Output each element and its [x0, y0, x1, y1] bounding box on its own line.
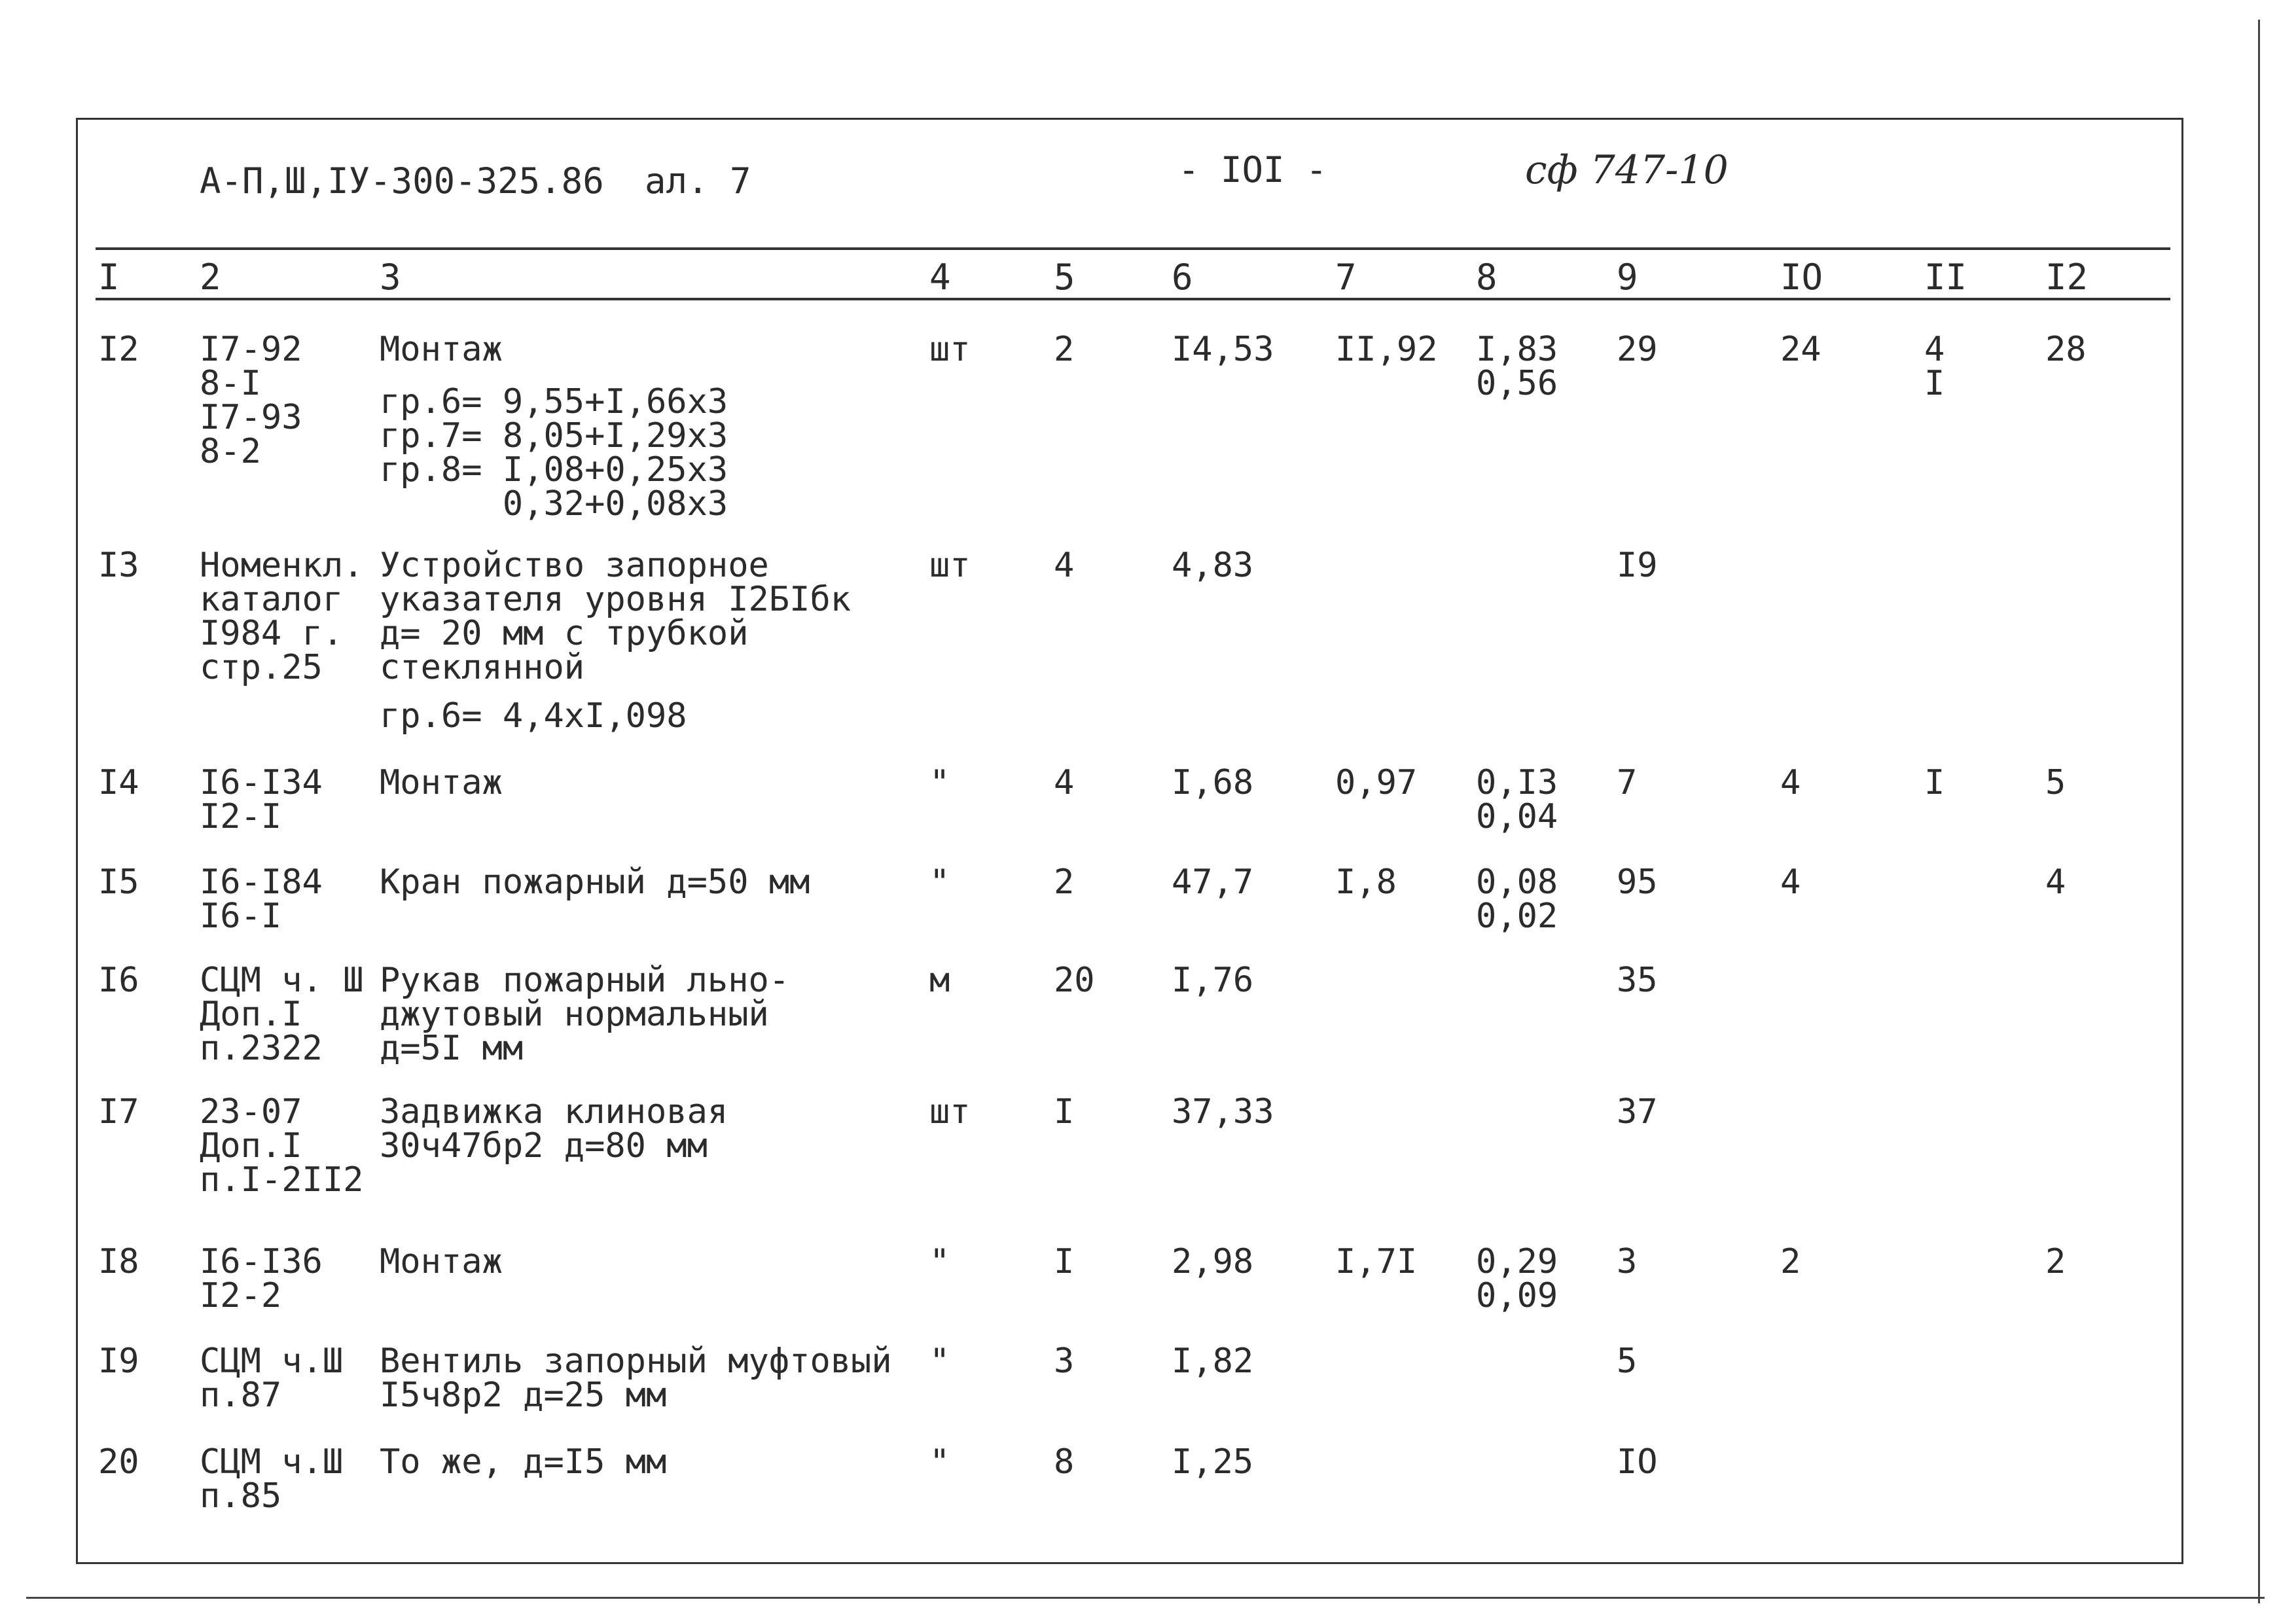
- col-6: I,82: [1172, 1342, 1254, 1381]
- unit: ": [929, 1342, 950, 1381]
- col-6: 47,7: [1172, 863, 1254, 902]
- col-7: 0,97: [1335, 763, 1418, 802]
- norm-code: СЦМ ч. Ш Доп.I п.2322: [200, 961, 364, 1068]
- unit: ": [929, 1242, 950, 1281]
- column-header: 4: [929, 257, 951, 298]
- page-bottom-line: [26, 1597, 2265, 1599]
- column-header: 8: [1476, 257, 1498, 298]
- formula: гр.6= 9,55+I,66х3 гр.7= 8,05+I,29х3 гр.8= I,08+0,25х3 0,32+0,08х3: [380, 382, 728, 524]
- row-number: I6: [98, 961, 139, 1000]
- unit: ": [929, 763, 950, 802]
- col-12: 28: [2045, 330, 2087, 369]
- unit: шт: [929, 1092, 971, 1132]
- col-9: 3: [1617, 1242, 1638, 1281]
- norm-code: 23-07 Доп.I п.I-2II2: [200, 1092, 364, 1200]
- col-12: 5: [2045, 763, 2066, 802]
- row-number: 20: [98, 1442, 139, 1482]
- column-header: 3: [380, 257, 401, 298]
- column-header: IO: [1780, 257, 1823, 298]
- col-9: 95: [1617, 863, 1658, 902]
- col-7: II,92: [1335, 330, 1438, 369]
- page-number: - IOI -: [1178, 149, 1327, 190]
- col-10: 4: [1780, 763, 1801, 802]
- quantity: 4: [1054, 763, 1075, 802]
- quantity: 20: [1054, 961, 1095, 1000]
- norm-code: I6-I84 I6-I: [200, 863, 323, 936]
- page-edge-line: [2258, 20, 2260, 1603]
- col-6: 4,83: [1172, 546, 1254, 585]
- unit: шт: [929, 330, 971, 369]
- col-6: I4,53: [1172, 330, 1274, 369]
- work-name: Монтаж: [380, 1242, 503, 1281]
- work-name: Монтаж: [380, 330, 503, 369]
- col-8: 0,29 0,09: [1476, 1242, 1558, 1315]
- column-header: I: [98, 257, 120, 298]
- column-header: 2: [200, 257, 221, 298]
- col-6: 37,33: [1172, 1092, 1274, 1132]
- norm-code: СЦМ ч.Ш п.85: [200, 1442, 344, 1516]
- unit: шт: [929, 546, 971, 585]
- col-8: 0,I3 0,04: [1476, 763, 1558, 836]
- col-7: I,8: [1335, 863, 1397, 902]
- col-6: I,68: [1172, 763, 1254, 802]
- column-header: 7: [1335, 257, 1357, 298]
- row-number: I7: [98, 1092, 139, 1132]
- formula: гр.6= 4,4хI,098: [380, 696, 687, 736]
- work-name: Устройство запорное указателя уровня I2БIбк д= 20 мм с трубкой стеклянной: [380, 546, 852, 687]
- column-header: II: [1924, 257, 1967, 298]
- col-9: I9: [1617, 546, 1658, 585]
- row-number: I2: [98, 330, 139, 369]
- row-number: I4: [98, 763, 139, 802]
- col-8: I,83 0,56: [1476, 330, 1558, 403]
- col-6: I,76: [1172, 961, 1254, 1000]
- norm-code: I6-I34 I2-I: [200, 763, 323, 836]
- work-name: Кран пожарный д=50 мм: [380, 863, 810, 902]
- album-number: ал. 7: [645, 160, 751, 202]
- norm-code: I6-I36 I2-2: [200, 1242, 323, 1315]
- norm-code: СЦМ ч.Ш п.87: [200, 1342, 344, 1415]
- unit: м: [929, 961, 950, 1000]
- col-11: I: [1924, 763, 1945, 802]
- quantity: I: [1054, 1242, 1075, 1281]
- work-name: То же, д=I5 мм: [380, 1442, 667, 1482]
- col-9: 5: [1617, 1342, 1638, 1381]
- unit: ": [929, 1442, 950, 1482]
- work-name: Рукав пожарный льно- джутовый нормальный д=5I мм: [380, 961, 790, 1068]
- col-9: 35: [1617, 961, 1658, 1000]
- work-name: Задвижка клиновая 30ч47бр2 д=80 мм: [380, 1092, 728, 1166]
- quantity: 4: [1054, 546, 1075, 585]
- work-name: Монтаж: [380, 763, 503, 802]
- col-10: 2: [1780, 1242, 1801, 1281]
- col-6: I,25: [1172, 1442, 1254, 1482]
- doc-code: А-П,Ш,IУ-300-325.86: [200, 160, 604, 202]
- quantity: 2: [1054, 330, 1075, 369]
- col-7: I,7I: [1335, 1242, 1418, 1281]
- col-10: 4: [1780, 863, 1801, 902]
- column-header: 9: [1617, 257, 1638, 298]
- row-number: I5: [98, 863, 139, 902]
- table-header-rule: [96, 298, 2170, 300]
- col-9: IO: [1617, 1442, 1658, 1482]
- row-number: I3: [98, 546, 139, 585]
- unit: ": [929, 863, 950, 902]
- quantity: I: [1054, 1092, 1075, 1132]
- work-name: Вентиль запорный муфтовый I5ч8р2 д=25 мм: [380, 1342, 892, 1415]
- col-12: 4: [2045, 863, 2066, 902]
- col-9: 7: [1617, 763, 1638, 802]
- row-number: I8: [98, 1242, 139, 1281]
- row-number: I9: [98, 1342, 139, 1381]
- col-10: 24: [1780, 330, 1821, 369]
- col-6: 2,98: [1172, 1242, 1254, 1281]
- col-8: 0,08 0,02: [1476, 863, 1558, 936]
- quantity: 2: [1054, 863, 1075, 902]
- quantity: 3: [1054, 1342, 1075, 1381]
- quantity: 8: [1054, 1442, 1075, 1482]
- handwritten-stamp: сф 747-10: [1525, 147, 1729, 193]
- column-header: I2: [2045, 257, 2089, 298]
- norm-code: Номенкл. каталог I984 г. стр.25: [200, 546, 364, 687]
- table-top-rule: [96, 247, 2170, 250]
- col-11: 4 I: [1924, 330, 1945, 403]
- col-9: 37: [1617, 1092, 1658, 1132]
- norm-code: I7-92 8-I I7-93 8-2: [200, 330, 302, 471]
- col-12: 2: [2045, 1242, 2066, 1281]
- column-header: 6: [1172, 257, 1193, 298]
- column-header: 5: [1054, 257, 1075, 298]
- col-9: 29: [1617, 330, 1658, 369]
